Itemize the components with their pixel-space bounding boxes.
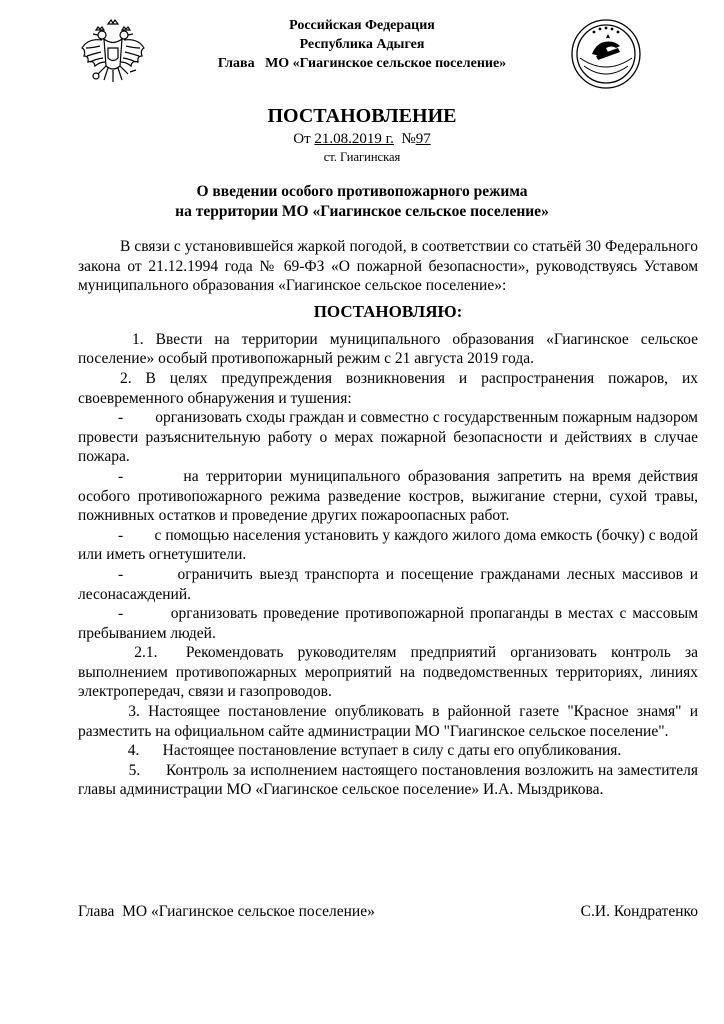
decree-heading: ПОСТАНОВЛЯЮ:	[313, 301, 463, 321]
item-2: 2. В целях предупреждения возникновения и распространения пожаров, их своевременного обнаружения и тушения:	[78, 369, 698, 407]
item-2-dash-5: - организовать проведение противопожарной пропаганды в местах с массовым пребыванием людей.	[78, 605, 702, 642]
item-3: 3. Настоящее постановление опубликовать в районной газете "Красное знамя" и разместить на официальном сайте администрации МО "Гиагинское сельское поселение".	[78, 703, 702, 740]
document-place: ст. Гиагинская	[323, 150, 401, 164]
item-5: 5. Контроль за исполнением настоящего постановления возложить на заместителя главы администрации МО «Гиагинское сельское поселение» И.А. Мыздрикова.	[78, 761, 702, 799]
document-title: ПОСТАНОВЛЕНИЕ	[267, 105, 457, 127]
coat-of-arms-emblem	[78, 18, 148, 90]
subject-line-2: на территории МО «Гиагинское сельское поселение»	[175, 203, 549, 220]
adygea-emblem	[570, 18, 642, 90]
item-4: 4. Настоящее постановление вступает в силу с даты его опубликования.	[120, 742, 622, 760]
document-body	[78, 237, 702, 800]
signatory-position: Глава МО «Гиагинское сельское поселение»	[78, 903, 375, 920]
item-2-1: 2.1. Рекомендовать руководителям предприятий организовать контроль за выполнением противопожарных мероприятий на подведомственных территориях, линиях электропередач, связи и газопроводов.	[78, 644, 702, 701]
item-2-dash-3: - с помощью населения установить у каждого жилого дома емкость (бочку) с водой или иметь огнетушители.	[78, 526, 702, 564]
document-header	[170, 16, 554, 73]
item-2-dash-4: - ограничить выезд транспорта и посещение гражданами лесных массивов и лесонасаждений.	[78, 565, 702, 603]
number-prefix: №	[393, 131, 416, 147]
item-2-dash-1: - организовать сходы граждан и совместно с государственным пожарным надзором провести разъяснительную работу о мерах пожарной безопасности и действиях в случае пожара.	[78, 409, 702, 466]
date-prefix: От	[293, 131, 315, 147]
item-2-dash-2: - на территории муниципального образования запретить на время действия особого противопожарного режима разведение костров, выжигание стерни, сухой травы, пожнивных остатков и проведение других пожароопасных работ.	[78, 467, 702, 525]
header-authority: Глава МО «Гиагинское сельское поселение»	[217, 56, 507, 71]
header-republic: Республика Адыгея	[299, 37, 425, 52]
document-date: 21.08.2019 г.	[314, 131, 394, 147]
preamble-paragraph: В связи с установившейся жаркой погодой, в соответствии со статьёй 30 Федерального закона от 21.12.1994 года № 69-ФЗ «О пожарной безопасности», руководствуясь Уставом муниципального образования «Гиагинское сельское поселение»:	[78, 238, 698, 295]
document-date-line	[0, 130, 724, 148]
document-subject	[0, 182, 724, 222]
item-1: 1. Ввести на территории муниципального образования «Гиагинское сельское поселение» особый противопожарный режим с 21 августа 2019 года.	[78, 330, 702, 368]
header-country: Российская Федерация	[289, 18, 435, 33]
subject-line-1: О введении особого противопожарного режима	[196, 183, 528, 200]
document-number: 97	[415, 131, 431, 147]
signatory-name: С.И. Кондратенко	[580, 903, 698, 920]
